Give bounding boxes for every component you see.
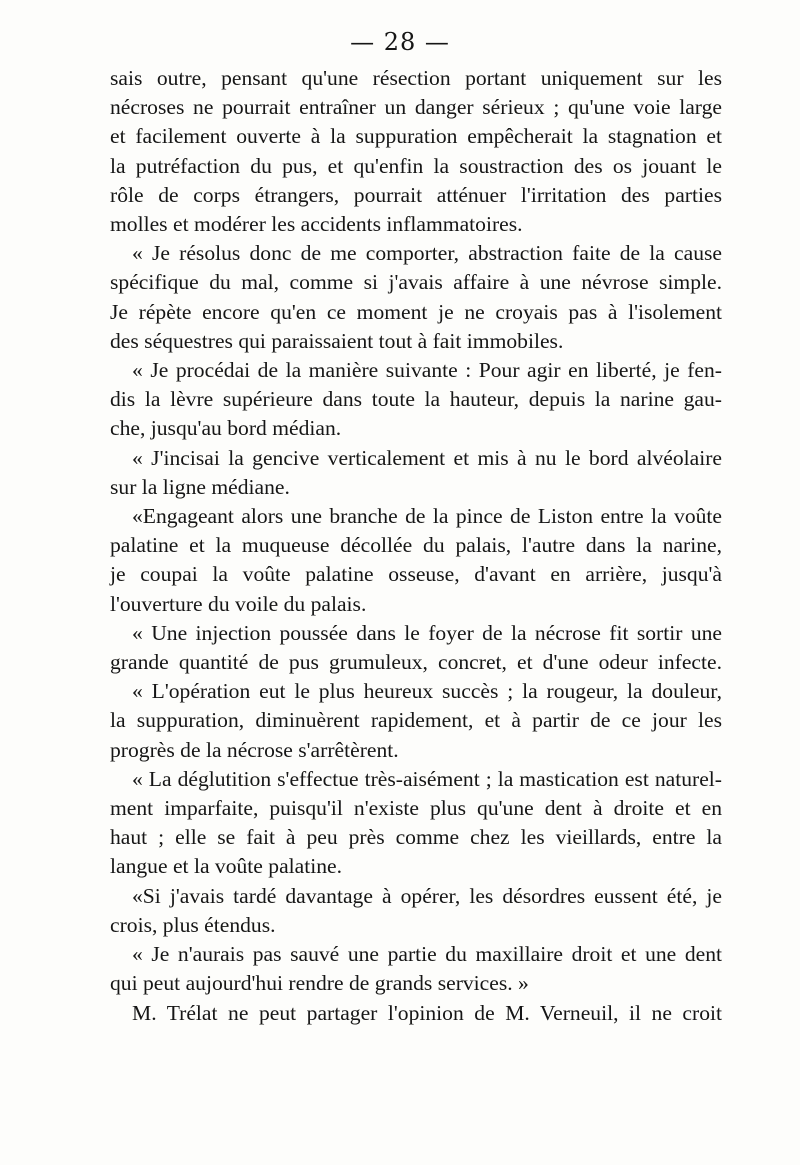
text-line: des séquestres qui paraissaient tout à fait immobiles. (110, 328, 564, 353)
text-line: rôle de corps étrangers, pourrait atténuer l'irritation des parties (110, 182, 722, 207)
text-line: progrès de la nécrose s'arrêtèrent. (110, 737, 399, 762)
text-line: « Une injection poussée dans le foyer de la nécrose fit sortir une (132, 620, 722, 645)
paragraph (110, 356, 722, 444)
text-line: la putréfaction du pus, et qu'enfin la soustraction des os jouant le (110, 153, 722, 178)
paragraph (110, 64, 722, 239)
text-line: « Je résolus donc de me comporter, abstraction faite de la cause (132, 241, 722, 266)
paragraph (110, 999, 722, 1028)
paragraph (110, 677, 722, 765)
text-line: haut ; elle se fait à peu près comme chez les vieillards, entre la (110, 825, 722, 850)
paragraph (110, 882, 722, 940)
paragraph (110, 619, 722, 677)
text-line: sais outre, pensant qu'une résection portant uniquement sur les (110, 66, 722, 90)
text-line: qui peut aujourd'hui rendre de grands services. » (110, 971, 529, 996)
paragraph (110, 502, 722, 619)
text-line: che, jusqu'au bord médian. (110, 416, 342, 441)
text-line: dis la lèvre supérieure dans toute la hauteur, depuis la narine gau- (110, 387, 722, 412)
text-line: la suppuration, diminuèrent rapidement, et à partir de ce jour les (110, 708, 722, 733)
text-line: grande quantité de pus grumuleux, concret, et d'une odeur infecte. (110, 650, 722, 675)
text-line: « Je procédai de la manière suivante : Pour agir en liberté, je fen- (132, 358, 722, 383)
text-line: je coupai la voûte palatine osseuse, d'avant en arrière, jusqu'à (110, 562, 722, 587)
text-line: « J'incisai la gencive verticalement et mis à nu le bord alvéolaire (132, 445, 722, 470)
text-line: nécroses ne pourrait entraîner un danger sérieux ; qu'une voie large (110, 95, 722, 120)
paragraph (110, 940, 722, 998)
text-line: langue et la voûte palatine. (110, 854, 343, 879)
paragraph (110, 765, 722, 882)
text-line: spécifique du mal, comme si j'avais affaire à une névrose simple. (110, 270, 722, 295)
page-number: — 28 — (350, 28, 450, 56)
text-line: « La déglutition s'effectue très-aisément ; la mastication est naturel- (132, 766, 722, 791)
paragraph (110, 444, 722, 502)
text-line: palatine et la muqueuse décollée du palais, l'autre dans la narine, (110, 533, 722, 558)
text-line: molles et modérer les accidents inflammatoires. (110, 212, 523, 237)
text-line: M. Trélat ne peut partager l'opinion de M. Verneuil, il ne croit (132, 1000, 722, 1025)
text-line: crois, plus étendus. (110, 912, 276, 937)
text-line: sur la ligne médiane. (110, 474, 290, 499)
text-line: l'ouverture du voile du palais. (110, 591, 367, 616)
text-line: « L'opération eut le plus heureux succès ; la rougeur, la douleur, (132, 679, 722, 704)
paragraph (110, 239, 722, 356)
text-line: «Si j'avais tardé davantage à opérer, les désordres eussent été, je (132, 883, 722, 908)
text-line: «Engageant alors une branche de la pince de Liston entre la voûte (132, 504, 722, 529)
text-line: « Je n'aurais pas sauvé une partie du maxillaire droit et une dent (132, 942, 722, 967)
body-text (110, 64, 722, 1028)
text-line: Je répète encore qu'en ce moment je ne croyais pas à l'isolement (110, 299, 722, 324)
text-line: ment imparfaite, puisqu'il n'existe plus qu'une dent à droite et en (110, 796, 722, 821)
text-line: et facilement ouverte à la suppuration empêcherait la stagnation et (110, 124, 722, 149)
